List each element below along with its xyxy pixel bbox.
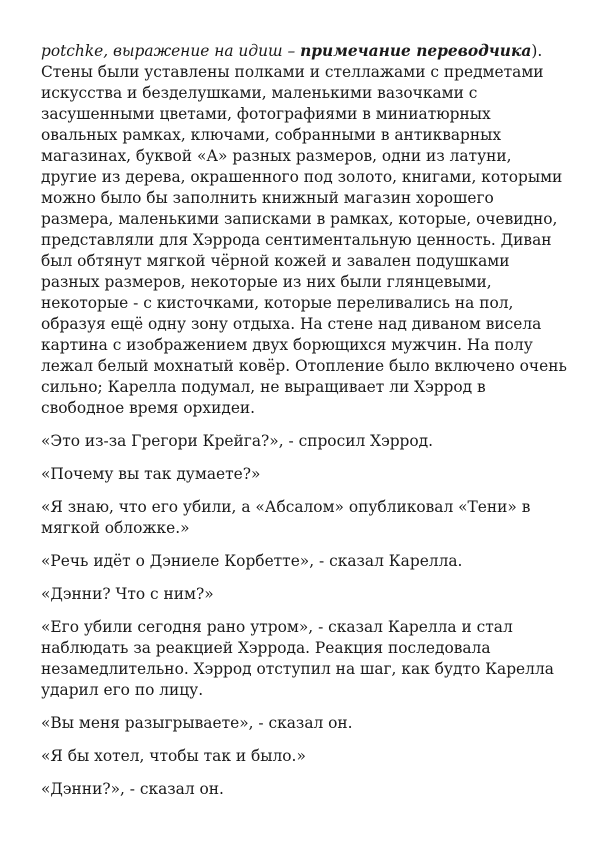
dialogue-line: «Речь идёт о Дэниеле Корбетте», - сказал Карелла.	[41, 552, 463, 570]
intro-close: ).	[531, 42, 543, 60]
dialogue-line: «Его убили сегодня рано утром», - сказал Карелла и стал наблюдать за реакцией Хэррода. Реакция последовала незамедлительно. Хэррод отступил на шаг, как будто Карелла ударил его по лицу.	[41, 618, 554, 699]
dialogue-line: «Дэнни?», - сказал он.	[41, 780, 224, 798]
dialogue-line: «Почему вы так думаете?»	[41, 465, 261, 483]
dialogue-line: «Это из-за Грегори Крейга?», - спросил Хэррод.	[41, 432, 434, 450]
dialogue-line: «Дэнни? Что с ним?»	[41, 585, 214, 603]
translator-note: примечание переводчика	[300, 42, 532, 60]
dialogue-line: «Вы меня разыгрываете», - сказал он.	[41, 714, 353, 732]
paragraph-main: Стены были уставлены полками и стеллажами с предметами искусства и безделушками, маленькими вазочками с засушенными цветами, фотографиями в миниатюрных овальных рамках, ключами, собранными в антикварных магазинах, буквой «А» разных размеров, одни из латуни, другие из дерева, окрашенного под золото, книгами, которыми можно было бы заполнить книжный магазин хорошего размера, маленькими записками в рамках, которые, очевидно, представляли для Хэррода сентиментальную ценность. Диван был обтянут мягкой чёрной кожей и завален подушками разных размеров, некоторые из них были глянцевыми, некоторые - с кисточками, которые переливались на пол, образуя ещё одну зону отдыха. На стене над диваном висела картина с изображением двух борющихся мужчин. На полу лежал белый мохнатый ковёр. Отопление было включено очень сильно; Карелла подумал, не выращивает ли Хэррод в свободное время орхидеи.	[41, 63, 567, 417]
intro-italic: potchke, выражение на идиш –	[41, 42, 296, 60]
dialogue-line: «Я знаю, что его убили, а «Абсалом» опубликовал «Тени» в мягкой обложке.»	[41, 498, 531, 537]
dialogue-line: «Я бы хотел, чтобы так и было.»	[41, 747, 306, 765]
intro-line	[41, 41, 569, 62]
document-page	[41, 41, 569, 800]
